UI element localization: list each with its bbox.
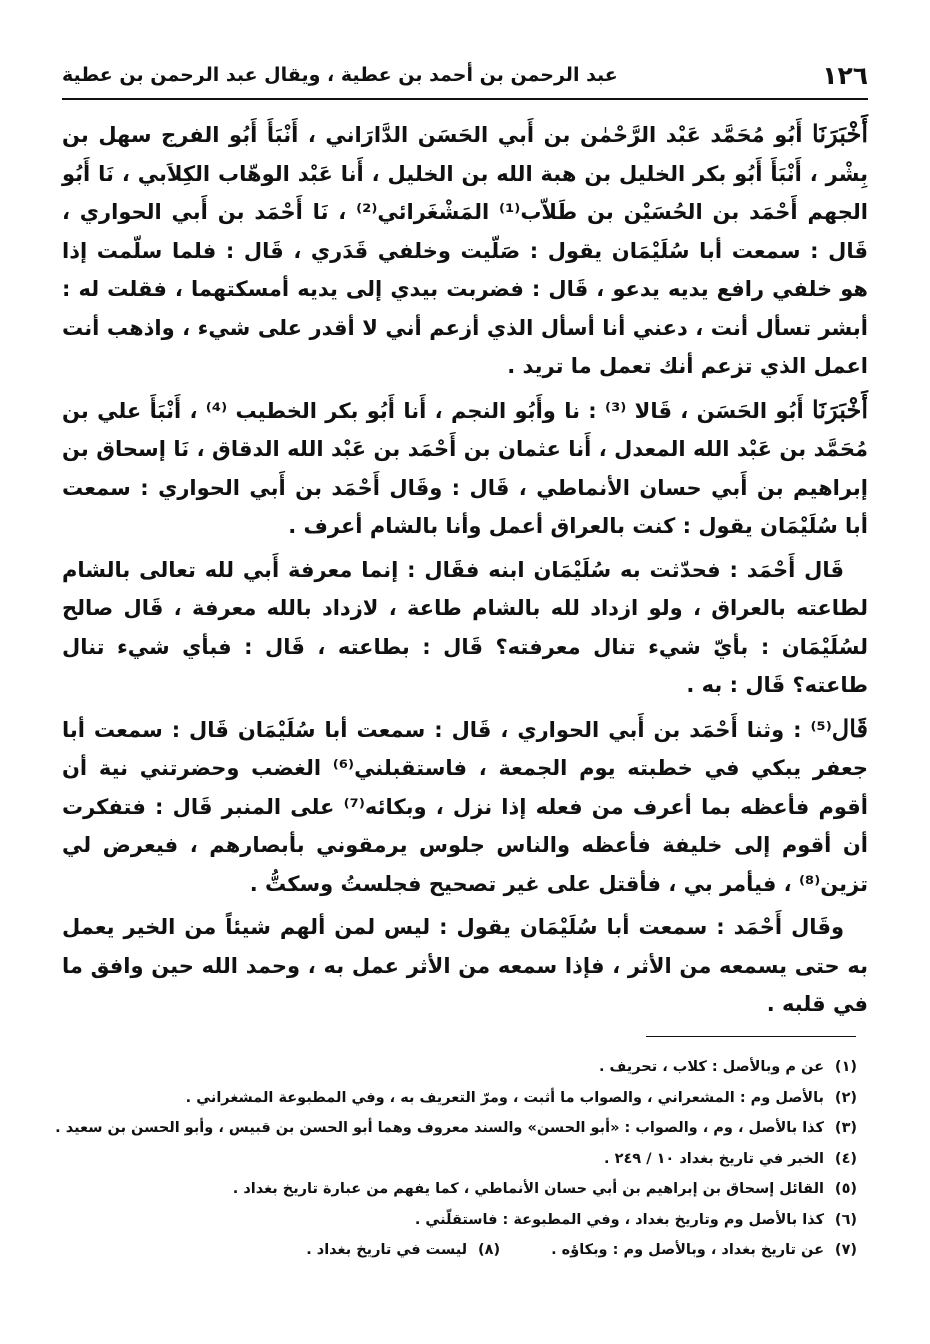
footnote-number: (٨)	[478, 1242, 501, 1258]
footnote	[62, 1235, 868, 1266]
footnote-text: ليست في تاريخ بغداد .	[306, 1242, 468, 1258]
footnote-number: (٦)	[834, 1211, 858, 1228]
footnotes	[55, 1052, 868, 1266]
footnote-text: عن م وبالأصل : كلاب ، تحريف .	[598, 1059, 824, 1075]
footnote-number: (٥)	[834, 1181, 858, 1197]
paragraph-lead: أَخْبَرَنَا	[812, 394, 868, 424]
paragraph-text: وقَال أَحْمَد : سمعت أبا سُلَيْمَان يقول : ليس لمن ألهم شيئاً من الخير يعمل به حتى يسمعه من الأثر ، فإذا سمعه من الأثر عمل به ، وحمد الله حين وافق ما في قلبه .	[62, 915, 868, 1016]
footnote	[62, 1083, 868, 1114]
paragraph-text: ⁽⁵⁾ : وثنا أَحْمَد بن أَبي الحواري ، قَال : سمعت أبا سُلَيْمَان قَال : سمعت أبا جعفر يبكي في خطبته يوم الجمعة ، فاستقبلني⁽⁶⁾ الغضب وحضرتني نية أن أقوم فأعظه بما أعرف من فعله إذا نزل ، وبكائه⁽⁷⁾ على المنبر قَال : فتفكرت أن أقوم إلى خليفة فأعظه والناس جلوس يرمقوني بأبصارهم ، فيعرض لي تزين⁽⁸⁾ ، فيأمر بي ، فأقتل على غير تصحيح فجلستُ وسكتُّ .	[62, 717, 868, 896]
footnote-text: كذا بالأصل ، وم ، والصواب : «أبو الحسن» والسند معروف وهما أبو الحسن بن قبيس ، وأبو الحسن بن سعيد .	[55, 1120, 824, 1136]
paragraph	[62, 115, 868, 386]
footnote	[55, 1113, 868, 1144]
footnote	[62, 1174, 868, 1205]
page-header	[62, 52, 868, 100]
footnote-number: (١)	[834, 1059, 858, 1075]
footnote-divider	[646, 1036, 856, 1037]
footnote-number: (٣)	[834, 1120, 858, 1136]
paragraph	[62, 710, 868, 904]
footnote-text: عن تاريخ بغداد ، وبالأصل وم : وبكاؤه .	[551, 1242, 824, 1258]
paragraph	[62, 551, 868, 705]
footnote-text: الخبر في تاريخ بغداد ١٠ / ٢٤٩ .	[604, 1150, 824, 1167]
footnote-text: القائل إسحاق بن إبراهيم بن أبي حسان الأنماطي ، كما يفهم من عبارة تاريخ بغداد .	[232, 1181, 824, 1197]
running-title: عبد الرحمن بن أحمد بن عطية ، ويقال عبد الرحمن بن عطية	[62, 64, 618, 86]
footnote-text: بالأصل وم : المشعراني ، والصواب ما أثبت ، ومرّ التعريف به ، وفي المطبوعة المشغراني .	[185, 1089, 824, 1106]
footnote	[62, 1144, 868, 1175]
paragraph-text: أَبُو مُحَمَّد عَبْد الرَّحْمٰن بن أَبي الحَسَن الدَّارَاني ، أَنْبَأَ أَبُو الفرج سهل بن بِشْر ، أَنْبَأَ أَبُو بكر الخليل بن هبة الله بن الخليل ، أَنا عَبْد الوهّاب الكِلاَبي ، نَا أَبُو الجهم أَحْمَد بن الحُسَيْن بن طَلاّب⁽¹⁾ المَشْغَرائي⁽²⁾ ، نَا أَحْمَد بن أَبي الحواري ، قَال : سمعت أبا سُلَيْمَان يقول : صَلّيت وخلفي قَدَري ، قَال : فلما سلّمت إذا هو خلفي رافع يديه يدعو ، قَال : فضربت بيدي إلى يديه أمسكتهما ، فقلت له : أبشر تسأل أنت ، دعني أنا أسأل الذي أزعم أني لا أقدر على شيء ، واذهب أنت اعمل الذي تزعم أنك تعمل ما تريد .	[62, 123, 868, 378]
main-text	[62, 115, 868, 1029]
footnote-number: (٢)	[834, 1089, 858, 1106]
footnote	[62, 1205, 868, 1236]
paragraph-lead: قَال	[831, 713, 868, 743]
footnote-number: (٤)	[834, 1150, 858, 1167]
paragraph-text: أَبُو الحَسَن ، قَالا ⁽³⁾ : نا وأَبُو النجم ، أَنا أَبُو بكر الخطيب ⁽⁴⁾ ، أَنْبَأَ علي بن مُحَمَّد بن عَبْد الله المعدل ، أَنا عثمان بن أَحْمَد بن عَبْد الله الدقاق ، نَا إسحاق بن إبراهيم بن أَبي حسان الأنماطي ، قَال : وقَال أَحْمَد بن أَبي الحواري : سمعت أبا سُلَيْمَان يقول : كنت بالعراق أعمل وأنا بالشام أعرف .	[62, 398, 868, 538]
paragraph	[62, 391, 868, 546]
footnote	[62, 1052, 868, 1083]
paragraph-lead: أَخْبَرَنَا	[812, 119, 868, 148]
paragraph	[62, 908, 868, 1024]
footnote-number: (٧)	[834, 1242, 858, 1258]
paragraph-text: قَال أَحْمَد : فحدّثت به سُلَيْمَان ابنه فقَال : إنما معرفة أَبي لله تعالى بالشام لطاعته بالعراق ، ولو ازداد لله بالشام طاعة ، لازداد بالله معرفة ، قَال صالح لسُلَيْمَان : بأيّ شيء تنال معرفته؟ قَال : بطاعته ، قَال : فبأي شيء تنال طاعته؟ قَال : به .	[62, 557, 868, 697]
footnote-text: كذا بالأصل وم وتاريخ بغداد ، وفي المطبوعة : فاستقلّني .	[414, 1211, 824, 1228]
page-number: ١٢٦	[822, 60, 868, 90]
